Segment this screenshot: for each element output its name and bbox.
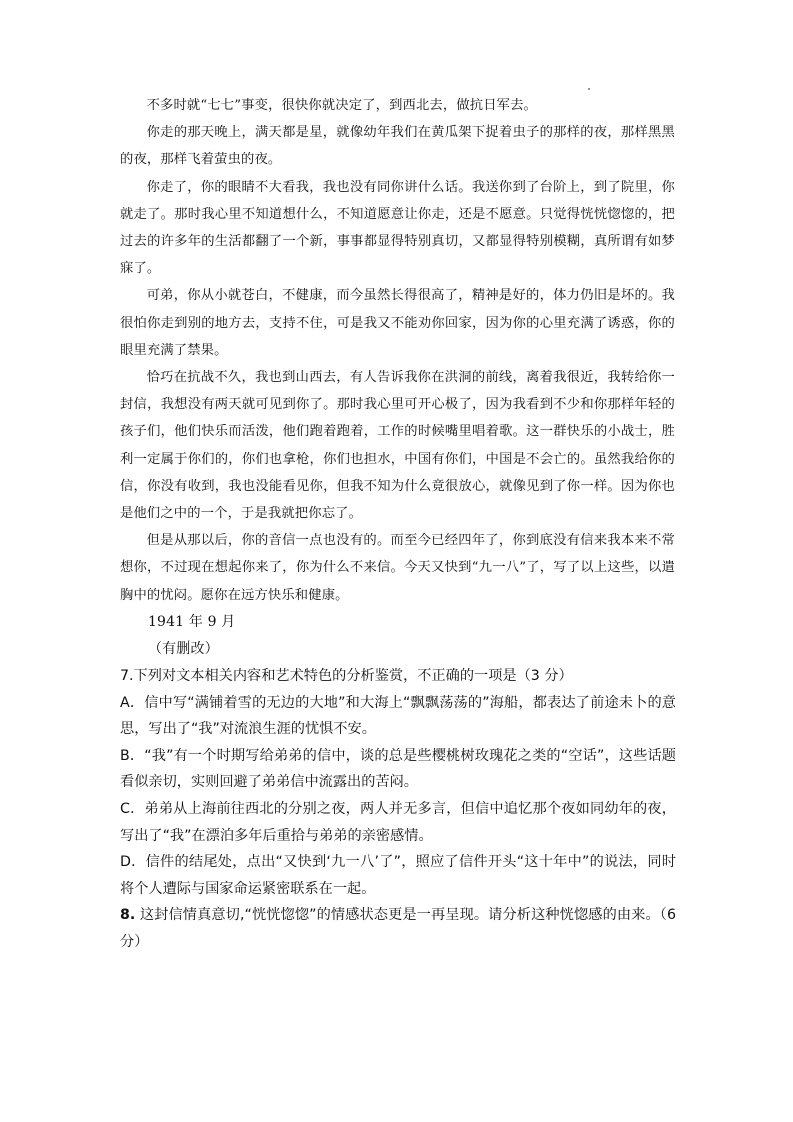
option-d: D．信件的结尾处，点出“又快到‘九一八’了”，照应了信件开头“这十年中”的说法，同时将个人遭际与国家命运紧密联系在一起。: [120, 854, 676, 897]
stray-dot: [588, 88, 590, 90]
passage-paragraph: 你走的那天晚上，满天都是星，就像幼年我们在黄瓜架下捉着虫子的那样的夜，那样黑黑的夜，那样飞着萤虫的夜。: [120, 125, 675, 168]
option-b: B．“我”有一个时期写给弟弟的信中，谈的总是些樱桃树玫瑰花之类的“空话”，这些话题看似亲切，实则回避了弟弟信中流露出的苦闷。: [120, 747, 676, 791]
question-text: 这封信情真意切,“恍恍惚惚”的情感状态更是一再呈现。请分析这种恍惚感的由来。（6 分）: [120, 907, 676, 950]
option-a: A．信中写“满铺着雪的无边的大地”和大海上“飘飘荡荡的”海船，都表达了前途未卜的意思，写出了“我”对流浪生涯的忧惧不安。: [120, 694, 676, 738]
option-c: C．弟弟从上海前往西北的分别之夜，两人并无多言，但信中追忆那个夜如同幼年的夜，写出了“我”在漂泊多年后重拾与弟弟的亲密感情。: [120, 800, 676, 844]
question-number: 7.: [120, 668, 134, 684]
question-text: 下列对文本相关内容和艺术特色的分析鉴赏，不正确的一项是（3 分）: [133, 668, 573, 684]
passage-paragraph: 你走了，你的眼睛不大看我，我也没有同你讲什么话。我送你到了台阶上，到了院里，你就走了。那时我心里不知道想什么，不知道愿意让你走，还是不愿意。只觉得恍恍惚惚的，把过去的许多年的生活都翻了一个新，事事都显得特别真切，又都显得特别模糊，真所谓有如梦寐了。: [120, 179, 675, 277]
letter-passage: [120, 92, 675, 663]
passage-paragraph: 不多时就“七七”事变，很快你就决定了，到西北去，做抗日军去。: [146, 98, 538, 113]
passage-paragraph: 可弟，你从小就苍白，不健康，而今虽然长得很高了，精神是好的，体力仍旧是坏的。我很怕你走到别的地方去，支持不住，可是我又不能劝你回家，因为你的心里充满了诱惑，你的眼里充满了禁果。: [120, 288, 675, 358]
question-section: [120, 663, 676, 956]
question-8: [120, 902, 676, 955]
passage-paragraph: 但是从那以后，你的音信一点也没有的。而至今已经四年了，你到底没有信来我本来不常想你，不过现在想起你来了，你为什么不来信。今天又快到“九一八”了，写了以上这些，以遣胸中的忧闷。愿你在远方快乐和健康。: [120, 533, 675, 603]
question-7-stem: [120, 663, 676, 690]
letter-date: 1941 年 9 月: [148, 613, 236, 630]
abridged-note: （有删改）: [148, 641, 219, 658]
passage-paragraph: 恰巧在抗战不久，我也到山西去，有人告诉我你在洪洞的前线，离着我很近，我转给你一封信，我想没有两天就可见到你了。那时我心里可开心极了，因为我看到不少和你那样年轻的孩子们，他们快乐而活泼，他们跑着跑着，工作的时候嘴里唱着歌。这一群快乐的小战士，胜利一定属于你们的，你们也拿枪，你们也担水，中国有你们，中国是不会亡的。虽然我给你的信，你没有收到，我也没能看见你，但我不知为什么竟很放心，就像见到了你一样。因为你也是他们之中的一个，于是我就把你忘了。: [120, 370, 675, 522]
question-number: 8.: [120, 907, 136, 924]
